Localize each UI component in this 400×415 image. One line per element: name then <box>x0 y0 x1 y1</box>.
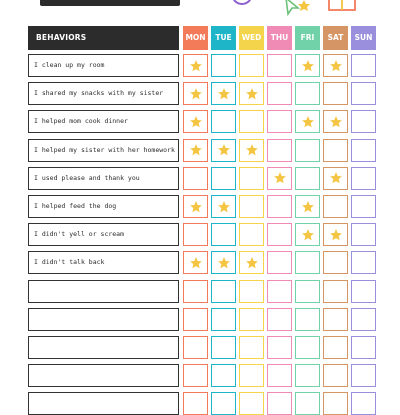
day-checkbox-wed[interactable] <box>239 223 264 246</box>
day-checkbox-fri[interactable] <box>295 392 320 415</box>
day-checkbox-mon[interactable] <box>183 392 208 415</box>
behavior-label[interactable] <box>28 280 179 303</box>
star-icon <box>189 200 203 214</box>
day-checkbox-fri[interactable] <box>295 195 320 218</box>
behavior-label[interactable] <box>28 308 179 331</box>
day-checkbox-wed[interactable] <box>239 336 264 359</box>
day-checkbox-thu[interactable] <box>267 54 292 77</box>
day-checkbox-tue[interactable] <box>211 280 236 303</box>
day-checkbox-thu[interactable] <box>267 392 292 415</box>
day-checkbox-fri[interactable] <box>295 139 320 162</box>
day-checkbox-sun[interactable] <box>351 54 376 77</box>
day-checkbox-sat[interactable] <box>323 82 348 105</box>
day-checkbox-tue[interactable] <box>211 364 236 387</box>
box-icon <box>326 0 360 14</box>
day-checkbox-thu[interactable] <box>267 195 292 218</box>
day-checkbox-tue[interactable] <box>211 308 236 331</box>
star-cursor-icon <box>278 0 318 16</box>
day-checkbox-sat[interactable] <box>323 251 348 274</box>
day-checkbox-sat[interactable] <box>323 167 348 190</box>
star-icon <box>329 228 343 242</box>
day-checkbox-thu[interactable] <box>267 110 292 133</box>
day-checkbox-sun[interactable] <box>351 110 376 133</box>
star-icon <box>217 87 231 101</box>
day-checkbox-thu[interactable] <box>267 223 292 246</box>
day-checkbox-mon[interactable] <box>183 251 208 274</box>
day-checkbox-wed[interactable] <box>239 251 264 274</box>
star-icon <box>189 115 203 129</box>
day-checkbox-sun[interactable] <box>351 280 376 303</box>
day-checkbox-tue[interactable] <box>211 195 236 218</box>
day-checkbox-thu[interactable] <box>267 364 292 387</box>
day-checkbox-wed[interactable] <box>239 195 264 218</box>
day-checkbox-sun[interactable] <box>351 82 376 105</box>
star-icon <box>189 87 203 101</box>
day-checkbox-wed[interactable] <box>239 364 264 387</box>
day-checkbox-mon[interactable] <box>183 195 208 218</box>
cropped-title-remnant <box>40 0 180 6</box>
day-checkbox-mon[interactable] <box>183 54 208 77</box>
day-checkbox-mon[interactable] <box>183 82 208 105</box>
day-checkbox-sat[interactable] <box>323 308 348 331</box>
behavior-label[interactable]: I shared my snacks with my sister <box>28 82 179 105</box>
day-checkbox-mon[interactable] <box>183 223 208 246</box>
day-checkbox-tue[interactable] <box>211 223 236 246</box>
day-header-fri: FRI <box>295 26 320 50</box>
day-checkbox-sun[interactable] <box>351 336 376 359</box>
day-checkbox-sun[interactable] <box>351 139 376 162</box>
day-checkbox-wed[interactable] <box>239 167 264 190</box>
day-checkbox-wed[interactable] <box>239 54 264 77</box>
day-checkbox-sat[interactable] <box>323 364 348 387</box>
day-checkbox-tue[interactable] <box>211 336 236 359</box>
behavior-label[interactable]: I helped mom cook dinner <box>28 110 179 133</box>
behavior-label[interactable] <box>28 392 179 415</box>
day-header-tue: TUE <box>211 26 236 50</box>
day-checkbox-sat[interactable] <box>323 54 348 77</box>
star-icon <box>245 143 259 157</box>
day-checkbox-sun[interactable] <box>351 251 376 274</box>
day-checkbox-sun[interactable] <box>351 364 376 387</box>
day-header-sat: SAT <box>323 26 348 50</box>
day-checkbox-tue[interactable] <box>211 110 236 133</box>
day-checkbox-thu[interactable] <box>267 280 292 303</box>
day-checkbox-mon[interactable] <box>183 167 208 190</box>
day-checkbox-tue[interactable] <box>211 54 236 77</box>
day-checkbox-wed[interactable] <box>239 139 264 162</box>
day-checkbox-mon[interactable] <box>183 336 208 359</box>
day-checkbox-sat[interactable] <box>323 336 348 359</box>
star-icon <box>245 256 259 270</box>
day-checkbox-wed[interactable] <box>239 392 264 415</box>
behavior-label[interactable]: I used please and thank you <box>28 167 179 190</box>
star-icon <box>329 115 343 129</box>
day-checkbox-mon[interactable] <box>183 364 208 387</box>
day-checkbox-thu[interactable] <box>267 251 292 274</box>
star-icon <box>217 143 231 157</box>
day-checkbox-fri[interactable] <box>295 364 320 387</box>
behavior-label[interactable] <box>28 364 179 387</box>
behavior-label[interactable]: I helped feed the dog <box>28 195 179 218</box>
behavior-label[interactable]: I didn't talk back <box>28 251 179 274</box>
day-checkbox-fri[interactable] <box>295 280 320 303</box>
day-checkbox-sat[interactable] <box>323 139 348 162</box>
day-checkbox-wed[interactable] <box>239 280 264 303</box>
day-checkbox-thu[interactable] <box>267 82 292 105</box>
day-checkbox-mon[interactable] <box>183 110 208 133</box>
star-icon <box>217 200 231 214</box>
day-checkbox-fri[interactable] <box>295 308 320 331</box>
day-checkbox-fri[interactable] <box>295 110 320 133</box>
day-header-thu: THU <box>267 26 292 50</box>
star-icon <box>245 87 259 101</box>
day-checkbox-sat[interactable] <box>323 195 348 218</box>
star-icon <box>273 171 287 185</box>
day-checkbox-tue[interactable] <box>211 251 236 274</box>
day-header-mon: MON <box>183 26 208 50</box>
star-icon <box>189 256 203 270</box>
day-checkbox-fri[interactable] <box>295 251 320 274</box>
behaviors-header: BEHAVIORS <box>28 26 179 50</box>
day-checkbox-wed[interactable] <box>239 82 264 105</box>
day-checkbox-fri[interactable] <box>295 167 320 190</box>
star-icon <box>301 115 315 129</box>
behavior-label[interactable]: I helped my sister with her homework <box>28 139 179 162</box>
behavior-label[interactable]: I didn't yell or scream <box>28 223 179 246</box>
day-checkbox-tue[interactable] <box>211 139 236 162</box>
day-checkbox-sat[interactable] <box>323 223 348 246</box>
day-header-sun: SUN <box>351 26 376 50</box>
day-checkbox-thu[interactable] <box>267 167 292 190</box>
day-checkbox-sat[interactable] <box>323 110 348 133</box>
day-checkbox-fri[interactable] <box>295 336 320 359</box>
day-checkbox-wed[interactable] <box>239 308 264 331</box>
day-checkbox-sun[interactable] <box>351 167 376 190</box>
star-icon <box>301 200 315 214</box>
day-checkbox-tue[interactable] <box>211 392 236 415</box>
circle-icon <box>230 0 260 12</box>
day-checkbox-thu[interactable] <box>267 308 292 331</box>
star-icon <box>329 171 343 185</box>
day-checkbox-sat[interactable] <box>323 392 348 415</box>
top-decoration <box>0 0 400 20</box>
day-checkbox-sun[interactable] <box>351 223 376 246</box>
day-checkbox-tue[interactable] <box>211 167 236 190</box>
day-checkbox-fri[interactable] <box>295 223 320 246</box>
day-checkbox-fri[interactable] <box>295 54 320 77</box>
day-checkbox-tue[interactable] <box>211 82 236 105</box>
day-checkbox-mon[interactable] <box>183 139 208 162</box>
day-checkbox-sat[interactable] <box>323 280 348 303</box>
star-icon <box>301 59 315 73</box>
star-icon <box>189 59 203 73</box>
day-checkbox-sun[interactable] <box>351 308 376 331</box>
star-icon <box>301 228 315 242</box>
behavior-label[interactable] <box>28 336 179 359</box>
day-checkbox-fri[interactable] <box>295 82 320 105</box>
day-header-wed: WED <box>239 26 264 50</box>
behavior-label[interactable]: I clean up my room <box>28 54 179 77</box>
day-checkbox-mon[interactable] <box>183 280 208 303</box>
day-checkbox-sun[interactable] <box>351 195 376 218</box>
day-checkbox-sun[interactable] <box>351 392 376 415</box>
day-checkbox-thu[interactable] <box>267 139 292 162</box>
star-icon <box>217 256 231 270</box>
day-checkbox-thu[interactable] <box>267 336 292 359</box>
day-checkbox-wed[interactable] <box>239 110 264 133</box>
star-icon <box>189 143 203 157</box>
star-icon <box>329 59 343 73</box>
day-checkbox-mon[interactable] <box>183 308 208 331</box>
